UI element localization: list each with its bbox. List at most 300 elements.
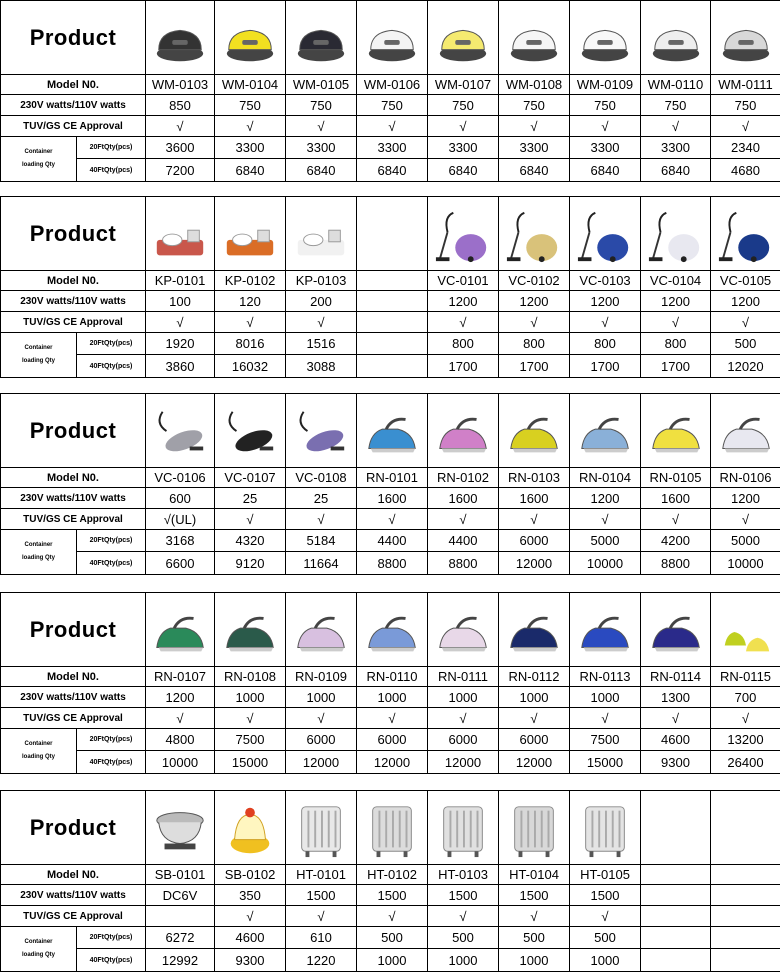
product-image-cell: [641, 593, 711, 667]
spec-table: [0, 393, 780, 575]
product-heading: Product: [1, 1, 146, 75]
food-processor-icon: [215, 207, 285, 265]
model-cell: WM-0105: [286, 75, 357, 95]
qty20-cell: 5184: [286, 530, 357, 552]
approval-cell: √: [570, 906, 641, 927]
qty40-cell: 6840: [215, 159, 286, 182]
model-cell: RN-0107: [146, 667, 215, 687]
qty40-cell: 12000: [499, 552, 570, 575]
product-image-cell: [146, 593, 215, 667]
qty20-cell: 2340: [711, 137, 780, 159]
model-cell: [711, 865, 780, 885]
spec-table: [0, 196, 780, 378]
model-label: Model N0.: [1, 468, 146, 488]
qty40-cell: 15000: [570, 751, 641, 774]
container-label-line1: Container: [24, 939, 53, 945]
model-cell: HT-0104: [499, 865, 570, 885]
qty20-label: 20FtQty(pcs): [77, 137, 146, 159]
hand-vacuum-icon: [286, 404, 356, 462]
qty40-cell: 12000: [286, 751, 357, 774]
qty40-label: 40FtQty(pcs): [77, 552, 146, 575]
qty40-cell: 6840: [641, 159, 711, 182]
sandwich-maker-icon: [570, 11, 640, 69]
approval-label: TUV/GS CE Approval: [1, 312, 146, 333]
model-label: Model N0.: [1, 865, 146, 885]
approval-cell: √: [146, 708, 215, 729]
product-heading: Product: [1, 593, 146, 667]
approval-cell: √: [357, 708, 428, 729]
qty40-cell: 1000: [357, 949, 428, 972]
watts-cell: 1000: [570, 687, 641, 708]
sandwich-maker-icon: [357, 11, 427, 69]
qty40-cell: 12000: [499, 751, 570, 774]
qty40-cell: 6840: [428, 159, 499, 182]
watts-cell: 1200: [499, 291, 570, 312]
qty40-cell: 16032: [215, 355, 286, 378]
model-cell: RN-0106: [711, 468, 780, 488]
watts-cell: 1000: [357, 687, 428, 708]
qty20-cell: 1516: [286, 333, 357, 355]
approval-cell: √: [215, 906, 286, 927]
approval-cell: √: [428, 509, 499, 530]
vacuum-cleaner-icon: [711, 207, 780, 265]
qty20-cell: 3300: [499, 137, 570, 159]
model-cell: WM-0106: [357, 75, 428, 95]
approval-cell: √: [499, 906, 570, 927]
spec-table: [0, 592, 780, 774]
watts-cell: 750: [499, 95, 570, 116]
qty20-cell: 3300: [286, 137, 357, 159]
approval-label: TUV/GS CE Approval: [1, 116, 146, 137]
model-cell: VC-0105: [711, 271, 780, 291]
watts-cell: 750: [286, 95, 357, 116]
qty40-cell: 9300: [641, 751, 711, 774]
approval-label: TUV/GS CE Approval: [1, 708, 146, 729]
product-image-cell: [641, 791, 711, 865]
container-label: [1, 333, 77, 378]
model-label: Model N0.: [1, 667, 146, 687]
qty20-cell: 6272: [146, 927, 215, 949]
qty20-cell: 7500: [215, 729, 286, 751]
container-label: [1, 530, 77, 575]
steam-iron-icon: [570, 404, 640, 462]
qty40-cell: 1000: [428, 949, 499, 972]
oil-heater-icon: [286, 801, 356, 859]
watts-cell: 1200: [428, 291, 499, 312]
qty20-cell: 800: [428, 333, 499, 355]
model-cell: RN-0105: [641, 468, 711, 488]
watts-cell: 600: [146, 488, 215, 509]
approval-cell: √: [711, 116, 780, 137]
qty20-cell: 4800: [146, 729, 215, 751]
qty20-cell: 3300: [641, 137, 711, 159]
approval-cell: √: [428, 708, 499, 729]
product-image-cell: [428, 1, 499, 75]
product-image-cell: [428, 197, 499, 271]
model-cell: KP-0102: [215, 271, 286, 291]
product-image-cell: [215, 593, 286, 667]
product-image-cell: [146, 791, 215, 865]
approval-cell: [146, 906, 215, 927]
approval-cell: √: [215, 116, 286, 137]
watts-cell: 750: [711, 95, 780, 116]
sandwich-maker-icon: [215, 11, 285, 69]
product-image-cell: [146, 394, 215, 468]
product-heading: Product: [1, 394, 146, 468]
vacuum-cleaner-icon: [570, 207, 640, 265]
approval-cell: √: [570, 312, 641, 333]
product-image-cell: [357, 593, 428, 667]
steam-iron-icon: [499, 603, 569, 661]
model-cell: WM-0107: [428, 75, 499, 95]
watts-cell: 1500: [286, 885, 357, 906]
approval-cell: √: [641, 708, 711, 729]
model-cell: HT-0105: [570, 865, 641, 885]
steam-iron-icon: [215, 603, 285, 661]
product-image-cell: [428, 593, 499, 667]
qty20-cell: 500: [711, 333, 780, 355]
model-cell: RN-0115: [711, 667, 780, 687]
product-image-cell: [570, 593, 641, 667]
qty20-cell: 4600: [641, 729, 711, 751]
watts-cell: 100: [146, 291, 215, 312]
watts-cell: 1600: [641, 488, 711, 509]
qty20-cell: 5000: [711, 530, 780, 552]
product-image-cell: [146, 197, 215, 271]
model-cell: RN-0113: [570, 667, 641, 687]
approval-cell: √: [357, 509, 428, 530]
steam-iron-icon: [428, 603, 498, 661]
vacuum-cleaner-icon: [428, 207, 498, 265]
approval-cell: √: [499, 708, 570, 729]
model-cell: RN-0114: [641, 667, 711, 687]
qty40-cell: 8800: [641, 552, 711, 575]
watts-cell: [641, 885, 711, 906]
qty40-cell: 1700: [428, 355, 499, 378]
qty20-cell: 4600: [215, 927, 286, 949]
qty40-cell: 1220: [286, 949, 357, 972]
approval-cell: √: [286, 312, 357, 333]
container-label-line1: Container: [24, 542, 53, 548]
product-image-cell: [215, 394, 286, 468]
watts-cell: 1600: [499, 488, 570, 509]
qty40-cell: 6840: [499, 159, 570, 182]
container-label-line2: loading Qty: [22, 162, 55, 168]
approval-cell: √: [711, 312, 780, 333]
qty40-cell: 12992: [146, 949, 215, 972]
container-label-line1: Container: [24, 149, 53, 155]
watts-cell: DC6V: [146, 885, 215, 906]
model-cell: VC-0103: [570, 271, 641, 291]
food-processor-icon: [146, 207, 214, 265]
watts-cell: 120: [215, 291, 286, 312]
steam-iron-icon: [357, 603, 427, 661]
steam-iron-icon: [641, 603, 710, 661]
qty40-cell: 11664: [286, 552, 357, 575]
container-label-line2: loading Qty: [22, 754, 55, 760]
qty20-cell: 6000: [499, 530, 570, 552]
qty40-cell: 1700: [499, 355, 570, 378]
watts-cell: [711, 885, 780, 906]
product-image-cell: [428, 791, 499, 865]
approval-cell: √: [215, 509, 286, 530]
qty40-cell: 12000: [428, 751, 499, 774]
qty20-cell: 1920: [146, 333, 215, 355]
sandwich-maker-icon: [428, 11, 498, 69]
watts-cell: 1200: [711, 488, 780, 509]
qty20-cell: [357, 333, 428, 355]
qty20-cell: 3168: [146, 530, 215, 552]
watts-label: 230V watts/110V watts: [1, 885, 146, 906]
product-block: [0, 0, 780, 182]
watts-cell: 750: [215, 95, 286, 116]
qty40-cell: 6840: [357, 159, 428, 182]
watts-cell: 25: [286, 488, 357, 509]
model-cell: [357, 271, 428, 291]
product-image-cell: [428, 394, 499, 468]
qty20-cell: 4400: [428, 530, 499, 552]
travel-iron-icon: [711, 603, 780, 661]
steam-iron-icon: [711, 404, 780, 462]
hand-vacuum-icon: [146, 404, 214, 462]
product-image-cell: [570, 394, 641, 468]
sandwich-maker-icon: [641, 11, 710, 69]
approval-cell: √: [570, 116, 641, 137]
model-cell: WM-0110: [641, 75, 711, 95]
approval-cell: √: [641, 312, 711, 333]
qty40-cell: 9120: [215, 552, 286, 575]
oil-heater-icon: [357, 801, 427, 859]
watts-cell: 1600: [357, 488, 428, 509]
qty20-cell: 800: [499, 333, 570, 355]
qty20-cell: 4320: [215, 530, 286, 552]
qty20-cell: 7500: [570, 729, 641, 751]
watts-cell: 350: [215, 885, 286, 906]
product-image-cell: [286, 593, 357, 667]
watts-cell: 25: [215, 488, 286, 509]
qty40-cell: 1000: [570, 949, 641, 972]
qty40-cell: 4680: [711, 159, 780, 182]
model-cell: RN-0110: [357, 667, 428, 687]
qty20-cell: 6000: [499, 729, 570, 751]
product-image-cell: [215, 1, 286, 75]
approval-label: TUV/GS CE Approval: [1, 509, 146, 530]
qty20-cell: 3600: [146, 137, 215, 159]
egg-cooker-icon: [215, 801, 285, 859]
qty20-cell: 6000: [428, 729, 499, 751]
container-label: [1, 927, 77, 972]
qty40-cell: 10000: [711, 552, 780, 575]
model-cell: WM-0103: [146, 75, 215, 95]
qty40-cell: 3860: [146, 355, 215, 378]
model-cell: RN-0102: [428, 468, 499, 488]
qty20-cell: 4200: [641, 530, 711, 552]
model-cell: VC-0107: [215, 468, 286, 488]
watts-cell: 1200: [146, 687, 215, 708]
approval-cell: √: [146, 116, 215, 137]
qty40-label: 40FtQty(pcs): [77, 751, 146, 774]
product-image-cell: [711, 197, 780, 271]
watts-cell: 750: [570, 95, 641, 116]
model-cell: HT-0101: [286, 865, 357, 885]
watts-cell: 200: [286, 291, 357, 312]
product-image-cell: [499, 197, 570, 271]
qty20-cell: 500: [570, 927, 641, 949]
product-image-cell: [357, 197, 428, 271]
container-label-line2: loading Qty: [22, 358, 55, 364]
oil-heater-icon: [428, 801, 498, 859]
product-block: [0, 393, 780, 575]
watts-cell: 1500: [499, 885, 570, 906]
product-block: [0, 196, 780, 378]
model-cell: VC-0101: [428, 271, 499, 291]
product-image-cell: [570, 791, 641, 865]
watts-cell: 1500: [428, 885, 499, 906]
sandwich-maker-icon: [146, 11, 214, 69]
spec-table: [0, 790, 780, 972]
model-cell: SB-0101: [146, 865, 215, 885]
steam-iron-icon: [286, 603, 356, 661]
product-image-cell: [641, 394, 711, 468]
qty20-cell: 800: [641, 333, 711, 355]
approval-cell: √: [499, 312, 570, 333]
model-cell: RN-0101: [357, 468, 428, 488]
scale-icon: [146, 801, 214, 859]
model-cell: VC-0104: [641, 271, 711, 291]
qty20-cell: 3300: [570, 137, 641, 159]
product-image-cell: [286, 791, 357, 865]
watts-cell: 1000: [215, 687, 286, 708]
qty40-cell: 9300: [215, 949, 286, 972]
qty20-cell: [711, 927, 780, 949]
product-image-cell: [286, 197, 357, 271]
approval-cell: √: [428, 312, 499, 333]
model-cell: [641, 865, 711, 885]
model-cell: WM-0109: [570, 75, 641, 95]
product-image-cell: [711, 394, 780, 468]
qty40-cell: 15000: [215, 751, 286, 774]
watts-cell: 850: [146, 95, 215, 116]
qty40-cell: 8800: [357, 552, 428, 575]
qty40-cell: 1700: [641, 355, 711, 378]
product-heading: Product: [1, 197, 146, 271]
watts-cell: 1600: [428, 488, 499, 509]
container-label-line2: loading Qty: [22, 555, 55, 561]
qty20-label: 20FtQty(pcs): [77, 530, 146, 552]
container-label: [1, 137, 77, 182]
watts-cell: 1000: [286, 687, 357, 708]
approval-cell: √: [286, 708, 357, 729]
qty40-cell: 10000: [570, 552, 641, 575]
product-image-cell: [357, 1, 428, 75]
qty40-cell: 8800: [428, 552, 499, 575]
model-cell: KP-0103: [286, 271, 357, 291]
watts-label: 230V watts/110V watts: [1, 488, 146, 509]
qty20-label: 20FtQty(pcs): [77, 333, 146, 355]
container-label-line1: Container: [24, 741, 53, 747]
model-cell: RN-0112: [499, 667, 570, 687]
qty20-cell: 8016: [215, 333, 286, 355]
steam-iron-icon: [428, 404, 498, 462]
qty40-cell: 1700: [570, 355, 641, 378]
approval-cell: √: [215, 708, 286, 729]
approval-cell: √: [357, 116, 428, 137]
model-cell: HT-0103: [428, 865, 499, 885]
model-cell: HT-0102: [357, 865, 428, 885]
product-image-cell: [499, 593, 570, 667]
model-cell: WM-0108: [499, 75, 570, 95]
oil-heater-icon: [570, 801, 640, 859]
approval-cell: √: [641, 509, 711, 530]
steam-iron-icon: [146, 603, 214, 661]
product-image-cell: [499, 1, 570, 75]
watts-cell: 1000: [428, 687, 499, 708]
steam-iron-icon: [570, 603, 640, 661]
product-image-cell: [357, 791, 428, 865]
approval-cell: √: [215, 312, 286, 333]
approval-cell: √: [711, 509, 780, 530]
watts-cell: 750: [641, 95, 711, 116]
qty40-label: 40FtQty(pcs): [77, 355, 146, 378]
qty40-cell: 10000: [146, 751, 215, 774]
sandwich-maker-icon: [286, 11, 356, 69]
approval-cell: √: [570, 509, 641, 530]
product-block: [0, 592, 780, 774]
qty40-cell: [641, 949, 711, 972]
approval-cell: √: [570, 708, 641, 729]
qty40-cell: 26400: [711, 751, 780, 774]
watts-cell: 1200: [641, 291, 711, 312]
sandwich-maker-icon: [711, 11, 780, 69]
product-image-cell: [499, 791, 570, 865]
model-cell: SB-0102: [215, 865, 286, 885]
model-cell: WM-0111: [711, 75, 780, 95]
qty40-cell: 12000: [357, 751, 428, 774]
model-cell: WM-0104: [215, 75, 286, 95]
qty20-label: 20FtQty(pcs): [77, 729, 146, 751]
approval-cell: √: [428, 906, 499, 927]
approval-cell: √: [499, 116, 570, 137]
watts-cell: 1200: [711, 291, 780, 312]
approval-cell: √(UL): [146, 509, 215, 530]
qty40-cell: 6840: [570, 159, 641, 182]
approval-cell: [357, 312, 428, 333]
qty20-label: 20FtQty(pcs): [77, 927, 146, 949]
qty20-cell: 500: [428, 927, 499, 949]
product-image-cell: [357, 394, 428, 468]
steam-iron-icon: [641, 404, 710, 462]
product-image-cell: [146, 1, 215, 75]
oil-heater-icon: [499, 801, 569, 859]
qty40-label: 40FtQty(pcs): [77, 949, 146, 972]
product-image-cell: [215, 197, 286, 271]
product-image-cell: [711, 1, 780, 75]
qty20-cell: 13200: [711, 729, 780, 751]
steam-iron-icon: [499, 404, 569, 462]
qty20-cell: 3300: [215, 137, 286, 159]
approval-cell: √: [641, 116, 711, 137]
watts-cell: 1500: [570, 885, 641, 906]
approval-label: TUV/GS CE Approval: [1, 906, 146, 927]
model-cell: RN-0108: [215, 667, 286, 687]
product-image-cell: [570, 197, 641, 271]
qty40-cell: [711, 949, 780, 972]
qty40-cell: 1000: [499, 949, 570, 972]
container-label-line1: Container: [24, 345, 53, 351]
product-image-cell: [641, 197, 711, 271]
qty20-cell: 6000: [286, 729, 357, 751]
qty20-cell: 500: [499, 927, 570, 949]
